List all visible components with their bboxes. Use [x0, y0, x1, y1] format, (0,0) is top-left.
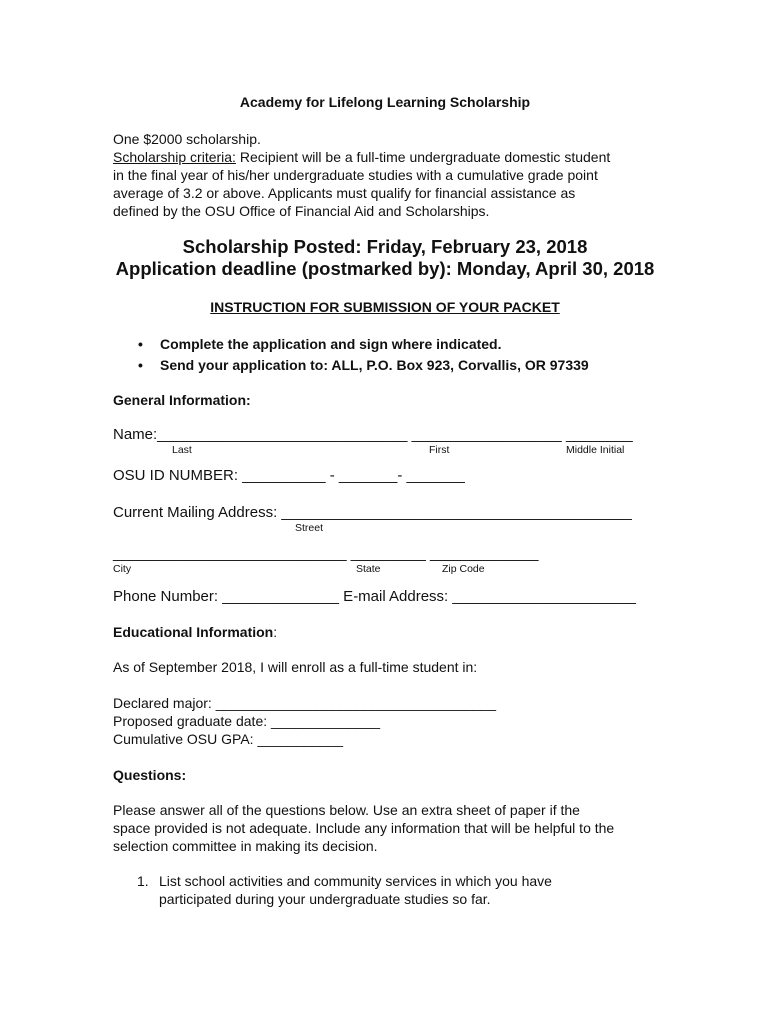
- name-last-label: Last: [172, 444, 192, 456]
- instruction-item: [138, 355, 589, 376]
- gpa-line: Cumulative OSU GPA: ___________: [113, 731, 344, 747]
- criteria-text-1: Recipient will be a full-time undergraduate domestic student: [235, 149, 611, 165]
- instruction-text: Send your application to: ALL, P.O. Box 923, Corvallis, OR 97339: [160, 357, 589, 373]
- application-deadline: Application deadline (postmarked by): Monday, April 30, 2018: [115, 258, 655, 279]
- state-label: State: [356, 563, 381, 575]
- bullet-icon: •: [138, 336, 143, 352]
- education-heading-colon: :: [273, 624, 278, 640]
- criteria-line-1: [113, 148, 610, 166]
- criteria-line-3: average of 3.2 or above. Applicants must qualify for financial assistance as: [113, 185, 576, 201]
- general-info-heading: General Information:: [113, 392, 251, 408]
- questions-intro-2: space provided is not adequate. Include any information that will be helpful to the: [113, 820, 615, 836]
- bullet-icon: •: [138, 357, 143, 373]
- mailing-address-field-line: Current Mailing Address: __________________________________________: [113, 504, 632, 521]
- criteria-line-4: defined by the OSU Office of Financial Aid and Scholarships.: [113, 203, 490, 219]
- enroll-statement: As of September 2018, I will enroll as a full-time student in:: [113, 659, 478, 675]
- instruction-item: [138, 334, 589, 355]
- graduate-date-line: Proposed graduate date: ______________: [113, 713, 381, 729]
- instruction-list: [138, 334, 589, 376]
- city-label: City: [113, 563, 132, 575]
- instruction-heading: INSTRUCTION FOR SUBMISSION OF YOUR PACKET: [210, 299, 560, 315]
- questions-heading: Questions:: [113, 767, 187, 783]
- document-title: Academy for Lifelong Learning Scholarship: [239, 94, 531, 110]
- question-1-line-1: List school activities and community services in which you have: [159, 873, 552, 889]
- question-1-line-2: participated during your undergraduate studies so far.: [159, 891, 491, 907]
- declared-major-line: Declared major: ____________________________________: [113, 695, 497, 711]
- questions-intro-1: Please answer all of the questions below. Use an extra sheet of paper if the: [113, 802, 580, 818]
- contact-field-line: Phone Number: ______________ E-mail Address: ______________________: [113, 588, 636, 605]
- question-1-number: 1.: [137, 873, 149, 889]
- zip-label: Zip Code: [442, 563, 485, 575]
- criteria-label: Scholarship criteria:: [113, 149, 236, 165]
- name-middle-label: Middle Initial: [566, 444, 625, 456]
- city-state-zip-line: ____________________________ _________ _____________: [113, 545, 539, 562]
- posted-date: Scholarship Posted: Friday, February 23, 2018: [182, 236, 588, 257]
- osu-id-field-line: OSU ID NUMBER: __________ - _______- _______: [113, 467, 465, 484]
- street-label: Street: [295, 522, 324, 534]
- criteria-line-2: in the final year of his/her undergraduate studies with a cumulative grade point: [113, 167, 598, 183]
- name-field-line: Name:______________________________ __________________ ________: [113, 426, 633, 443]
- scholarship-amount: One $2000 scholarship.: [113, 131, 261, 147]
- education-heading-row: [113, 623, 277, 641]
- name-first-label: First: [429, 444, 450, 456]
- education-heading: Educational Information: [113, 624, 274, 640]
- instruction-text: Complete the application and sign where indicated.: [160, 336, 502, 352]
- questions-intro-3: selection committee in making its decision.: [113, 838, 378, 854]
